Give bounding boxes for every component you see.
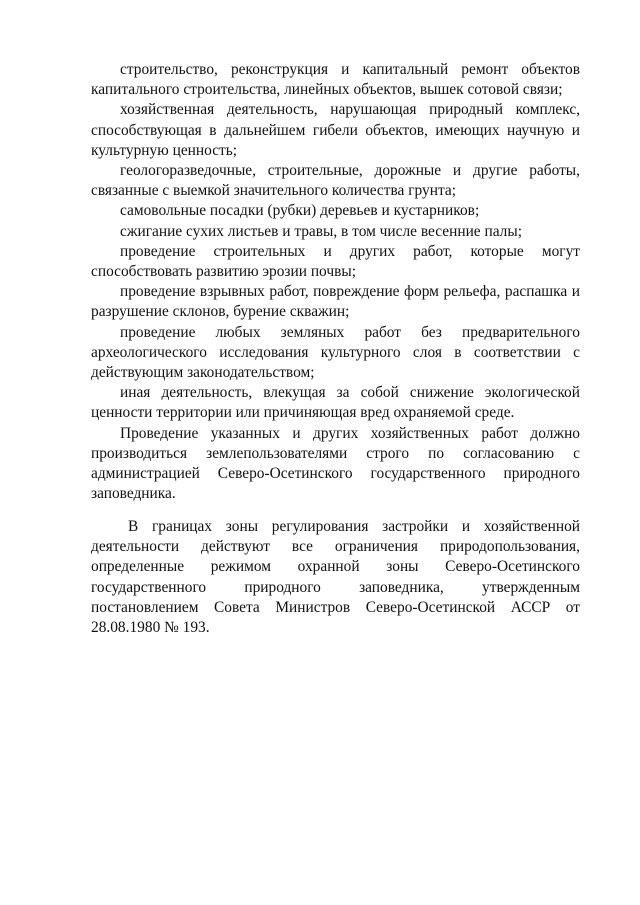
paragraph-other-activity: иная деятельность, влекущая за собой снижение экологической ценности территории или причиняющая вред охраняемой среде. xyxy=(91,384,580,422)
paragraph-tree-planting: самовольные посадки (рубки) деревьев и кустарников; xyxy=(120,202,480,220)
paragraph-earthworks: проведение любых земляных работ без предварительного археологического исследования культурного слоя в соответствии с действующим законодательством; xyxy=(91,323,580,382)
paragraph-erosion-works: проведение строительных и других работ, которые могут способствовать развитию эрозии почвы; xyxy=(91,242,580,281)
paragraph-regulation-zone: В границах зоны регулирования застройки и хозяйственной деятельности действуют все ограничения природопользования, определенные режимом охранной зоны Северо-Осетинского государственного природного заповедника, утвержденным постановлением Совета Министров Северо-Осетинской АССР от 28.08.1980 № 193. xyxy=(91,518,580,637)
paragraph-construction: строительство, реконструкция и капитальный ремонт объектов капитального строительства, линейных объектов, вышек сотовой связи; xyxy=(91,61,580,99)
paragraph-burning: сжигание сухих листьев и травы, в том числе весенние палы; xyxy=(120,222,522,240)
paragraph-blasting: проведение взрывных работ, повреждение форм рельефа, распашка и разрушение склонов, бурение скважин; xyxy=(91,283,580,321)
paragraph-economic-activity: хозяйственная деятельность, нарушающая природный комплекс, способствующая в дальнейшем гибели объектов, имеющих научную и культурную ценность; xyxy=(91,101,580,159)
paragraph-geological-works: геологоразведочные, строительные, дорожные и другие работы, связанные с выемкой значительного количества грунта; xyxy=(91,162,580,200)
restrictions-list xyxy=(91,60,580,504)
paragraph-approval: Проведение указанных и других хозяйственных работ должно производиться землепользователями строго по согласованию с администрацией Северо-Осетинского государственного природного заповедника. xyxy=(91,424,580,503)
